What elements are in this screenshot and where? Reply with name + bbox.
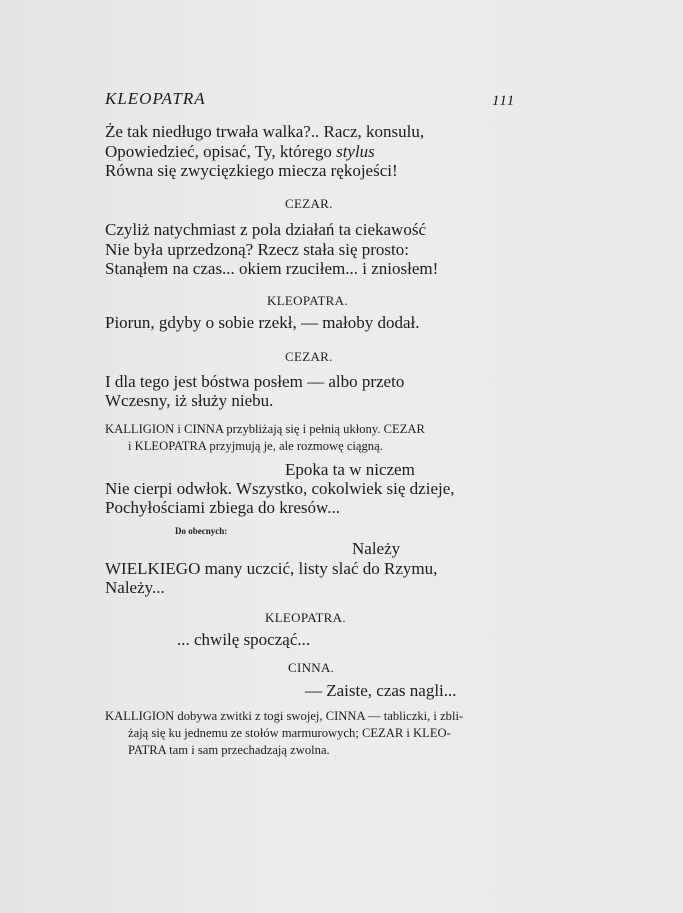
verse-line: WIELKIEGO many uczcić, listy slać do Rzymu, xyxy=(105,559,438,578)
verse-line: — Zaiste, czas nagli... xyxy=(305,681,457,700)
verse-line: Równa się zwycięzkiego miecza rękojeści! xyxy=(105,161,398,180)
speaker-name: CINNA. xyxy=(288,660,335,675)
speaker-name: KLEOPATRA. xyxy=(267,293,348,308)
verse-line: Stanąłem na czas... okiem rzuciłem... i zniosłem! xyxy=(105,259,439,278)
stage-direction: Do obecnych: xyxy=(175,526,228,536)
verse-line: Czyliż natychmiast z pola działań ta ciekawość xyxy=(105,220,426,239)
verse-line xyxy=(105,142,375,162)
verse-line: I dla tego jest bóstwa posłem — albo przeto xyxy=(105,372,405,391)
running-header: KLEOPATRA xyxy=(105,89,206,108)
speaker-name: CEZAR. xyxy=(285,349,333,364)
stage-direction: PATRA tam i sam przechadzają zwolna. xyxy=(128,743,330,757)
verse-line: Należy xyxy=(352,539,401,558)
speaker-name: KLEOPATRA. xyxy=(265,610,346,625)
verse-text: Opowiedzieć, opisać, Ty, którego xyxy=(105,142,337,161)
stage-direction: KALLIGION dobywa zwitki z togi swojej, CINNA — tabliczki, i zbli- xyxy=(105,709,464,723)
verse-line: Nie była uprzedzoną? Rzecz stała się prosto: xyxy=(105,240,409,259)
stage-direction: i KLEOPATRA przyjmują je, ale rozmowę ciągną. xyxy=(128,439,383,453)
page-number: 111 xyxy=(492,93,516,109)
verse-line: Że tak niedługo trwała walka?.. Racz, konsulu, xyxy=(105,122,425,141)
verse-line: ... chwilę spocząć... xyxy=(177,630,311,649)
verse-line: Epoka ta w niczem xyxy=(285,460,415,479)
stage-direction: żają się ku jednemu ze stołów marmurowych; CEZAR i KLEO- xyxy=(128,726,451,740)
verse-line: Należy... xyxy=(105,578,165,597)
verse-line: Nie cierpi odwłok. Wszystko, cokolwiek się dzieje, xyxy=(105,479,455,498)
verse-line: Piorun, gdyby o sobie rzekł, — małoby dodał. xyxy=(105,313,420,332)
stage-direction: KALLIGION i CINNA przybliżają się i pełnią ukłony. CEZAR xyxy=(105,422,425,436)
speaker-name: CEZAR. xyxy=(285,196,333,211)
verse-italic: stylus xyxy=(336,142,375,161)
verse-line: Pochyłościami zbiega do kresów... xyxy=(105,498,340,517)
verse-line: Wczesny, iż służy niebu. xyxy=(105,391,274,410)
